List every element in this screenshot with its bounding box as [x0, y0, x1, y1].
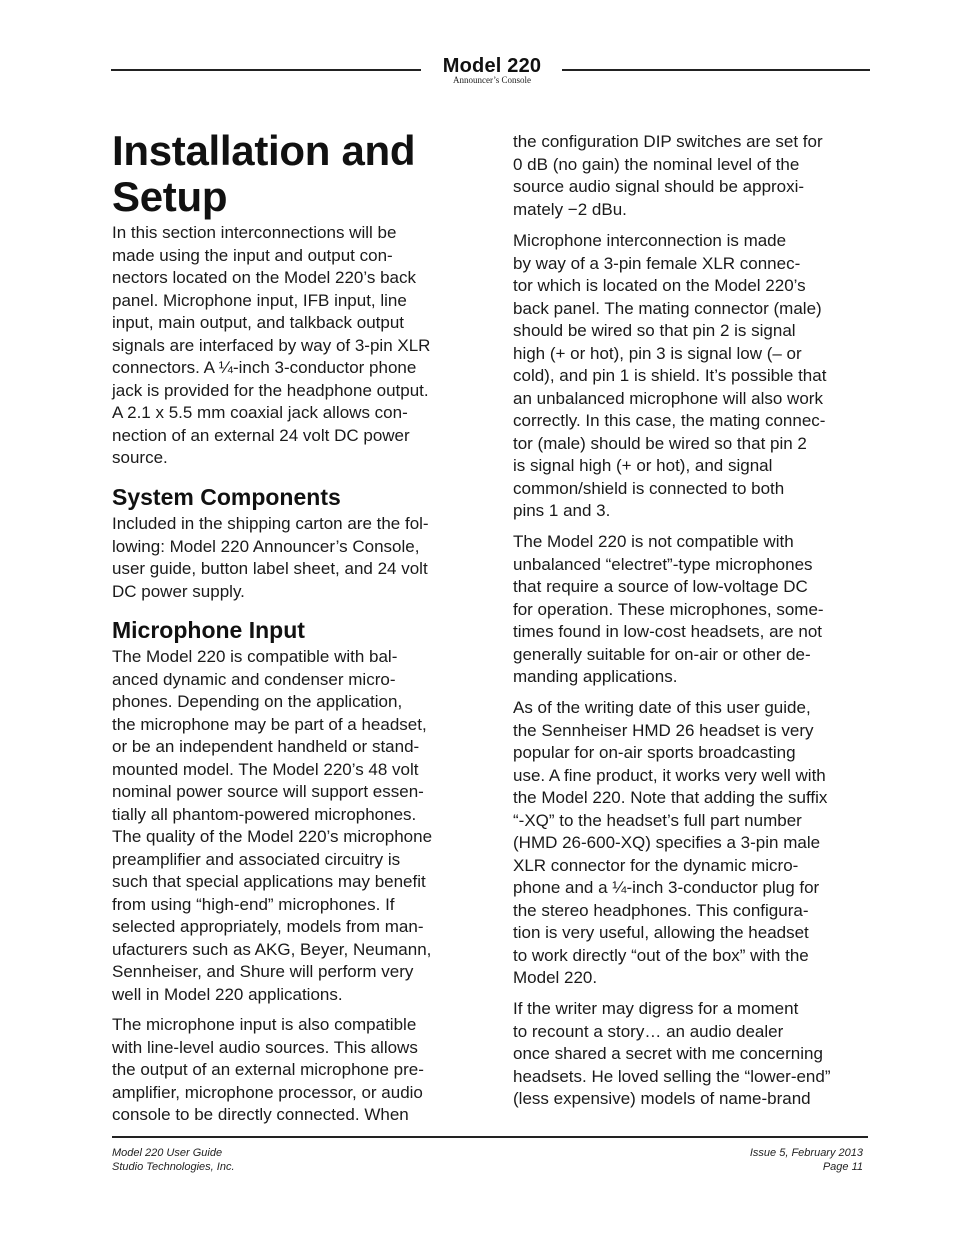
header-product-name: Model 220	[442, 55, 542, 77]
right-paragraph-3: The Model 220 is not compatible with unbalanced “electret”-type microphones that require a source of low-voltage DC for operation. These microphones, some- times found in low-cost headsets, are not generally suitable for on-air or other de- manding applications.	[513, 532, 824, 686]
microphone-input-paragraph-2: The microphone input is also compatible with line-level audio sources. This allows the output of an external microphone pre- amplifier, microphone processor, or audio console to be directly connected. When	[112, 1015, 424, 1124]
footer-right-text: Issue 5, February 2013 Page 11	[749, 1147, 863, 1173]
header-logo	[430, 55, 554, 85]
microphone-input-heading: Microphone Input	[112, 617, 305, 643]
footer-rule	[112, 1136, 868, 1138]
right-paragraph-4: As of the writing date of this user guide, the Sennheiser HMD 26 headset is very popular for on-air sports broadcasting use. A fine product, it works very well with the Model 220. Note that adding the suffix “-XQ” to the headset’s full part number (HMD 26-600-XQ) specifies a 3-pin male XLR connector for the dynamic micro- phone and a ¼-inch 3-conductor plug for the stereo headphones. This configura- tion is very useful, allowing the headset to work directly “out of the box” with the Model 220.	[513, 698, 828, 987]
system-components-heading: System Components	[112, 484, 341, 510]
microphone-input-paragraph-1: The Model 220 is compatible with bal- anced dynamic and condenser micro- phones. Depending on the application, the microphone may be part of a headset, or be an independent handheld or stand- mounted model. The Model 220’s 48 volt nominal power source will support essen- tially all phantom-powered microphones. The quality of the Model 220’s microphone preamplifier and associated circuitry is such that special applications may benefit from using “high-end” microphones. If selected appropriately, models from man- ufacturers such as AKG, Beyer, Neumann, Sennheiser, and Shure will perform very well in Model 220 applications.	[112, 647, 433, 1004]
right-paragraph-2: Microphone interconnection is made by way of a 3-pin female XLR connec- tor which is located on the Model 220’s back panel. The mating connector (male) should be wired so that pin 2 is signal high (+ or hot), pin 3 is signal low (– or cold), and pin 1 is shield. It’s possible that an unbalanced microphone will also work correctly. In this case, the mating connec- tor (male) should be wired so that pin 2 is signal high (+ or hot), and signal common/shield is connected to both pins 1 and 3.	[513, 231, 827, 520]
page-title: Installation and Setup	[112, 127, 416, 220]
intro-paragraph: In this section interconnections will be made using the input and output con- nectors located on the Model 220’s back panel. Microphone input, IFB input, line input, main output, and talkback output signals are interfaced by way of 3-pin XLR connectors. A ¼-inch 3-conductor phone jack is provided for the headphone output. A 2.1 x 5.5 mm coaxial jack allows con- nection of an external 24 volt DC power source.	[112, 223, 431, 467]
header-product-subtitle: Announcer’s Console	[452, 75, 532, 85]
header-rule-right	[562, 69, 870, 71]
header-rule-left	[111, 69, 421, 71]
right-paragraph-5: If the writer may digress for a moment to recount a story… an audio dealer once shared a secret with me concerning headsets. He loved selling the “lower-end” (less expensive) models of name-brand	[513, 999, 831, 1108]
right-paragraph-1: the configuration DIP switches are set for 0 dB (no gain) the nominal level of the source audio signal should be approxi- mately −2 dBu.	[513, 132, 823, 219]
footer-left-text: Model 220 User Guide Studio Technologies, Inc.	[112, 1147, 235, 1173]
system-components-paragraph: Included in the shipping carton are the fol- lowing: Model 220 Announcer’s Console, user guide, button label sheet, and 24 volt DC power supply.	[112, 514, 429, 601]
